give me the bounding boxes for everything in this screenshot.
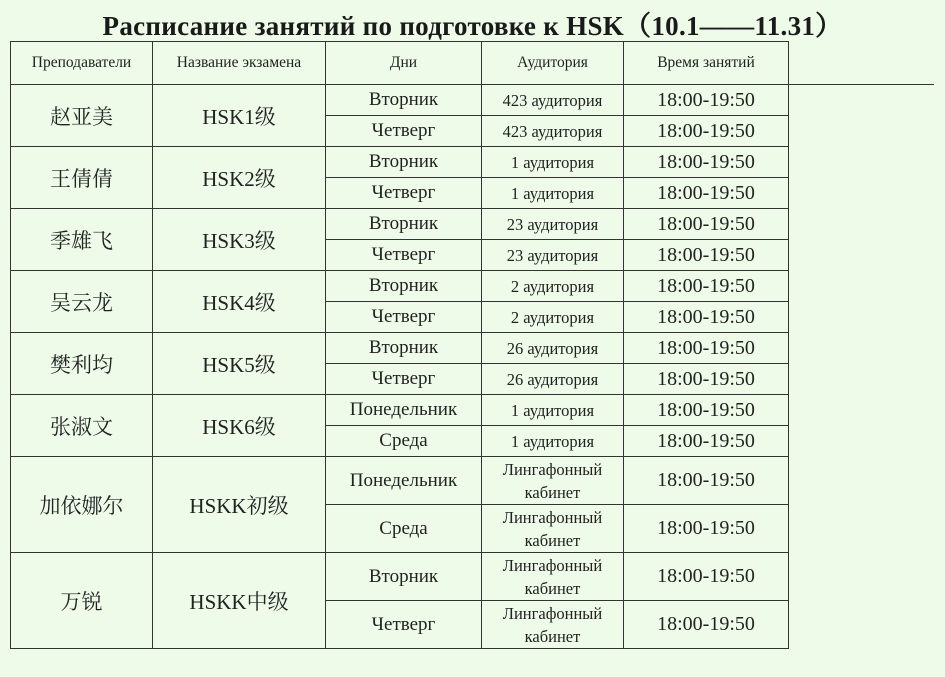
room-cell: 23 аудитория	[482, 240, 624, 271]
day-cell: Среда	[326, 426, 482, 457]
table-row	[11, 271, 934, 302]
day-cell: Понедельник	[326, 457, 482, 505]
empty-cell	[789, 333, 934, 364]
day-cell: Четверг	[326, 601, 482, 649]
empty-cell	[789, 302, 934, 333]
empty-cell	[789, 364, 934, 395]
teacher-cell: 张淑文	[11, 395, 153, 457]
time-cell: 18:00-19:50	[624, 601, 789, 649]
exam-cell: HSK2级	[153, 147, 326, 209]
day-cell: Вторник	[326, 147, 482, 178]
empty-cell	[789, 457, 934, 505]
time-cell: 18:00-19:50	[624, 178, 789, 209]
time-cell: 18:00-19:50	[624, 364, 789, 395]
time-cell: 18:00-19:50	[624, 333, 789, 364]
day-cell: Четверг	[326, 364, 482, 395]
table-row	[11, 553, 934, 601]
schedule-table	[10, 41, 934, 649]
day-cell: Четверг	[326, 178, 482, 209]
header-days: Дни	[326, 42, 482, 85]
room-cell: 423 аудитория	[482, 85, 624, 116]
day-cell: Вторник	[326, 333, 482, 364]
page-title: Расписание занятий по подготовке к HSK（10.1——11.31）	[102, 11, 843, 41]
table-row	[11, 333, 934, 364]
table-row	[11, 457, 934, 505]
teacher-cell: 万锐	[11, 553, 153, 649]
time-cell: 18:00-19:50	[624, 240, 789, 271]
teacher-cell: 吴云龙	[11, 271, 153, 333]
time-cell: 18:00-19:50	[624, 426, 789, 457]
day-cell: Вторник	[326, 271, 482, 302]
room-cell: Лингафонный кабинет	[482, 601, 624, 649]
room-cell: 423 аудитория	[482, 116, 624, 147]
room-cell: 1 аудитория	[482, 395, 624, 426]
empty-cell	[789, 271, 934, 302]
empty-cell	[789, 426, 934, 457]
empty-cell	[789, 601, 934, 649]
room-cell: 26 аудитория	[482, 333, 624, 364]
room-cell: 1 аудитория	[482, 147, 624, 178]
time-cell: 18:00-19:50	[624, 395, 789, 426]
empty-cell	[789, 116, 934, 147]
exam-cell: HSK4级	[153, 271, 326, 333]
time-cell: 18:00-19:50	[624, 505, 789, 553]
table-row	[11, 85, 934, 116]
empty-cell	[789, 209, 934, 240]
room-cell: Лингафонный кабинет	[482, 505, 624, 553]
empty-cell	[789, 553, 934, 601]
day-cell: Четверг	[326, 240, 482, 271]
exam-cell: HSK5级	[153, 333, 326, 395]
exam-cell: HSKK初级	[153, 457, 326, 553]
table-row	[11, 147, 934, 178]
time-cell: 18:00-19:50	[624, 116, 789, 147]
day-cell: Четверг	[326, 116, 482, 147]
empty-cell	[789, 240, 934, 271]
exam-cell: HSK3级	[153, 209, 326, 271]
day-cell: Вторник	[326, 553, 482, 601]
teacher-cell: 樊利均	[11, 333, 153, 395]
exam-cell: HSK6级	[153, 395, 326, 457]
header-empty-cell	[789, 42, 934, 85]
time-cell: 18:00-19:50	[624, 209, 789, 240]
header-row	[11, 42, 934, 85]
day-cell: Вторник	[326, 85, 482, 116]
teacher-cell: 赵亚美	[11, 85, 153, 147]
teacher-cell: 加依娜尔	[11, 457, 153, 553]
table-row	[11, 395, 934, 426]
time-cell: 18:00-19:50	[624, 271, 789, 302]
day-cell: Среда	[326, 505, 482, 553]
exam-cell: HSK1级	[153, 85, 326, 147]
time-cell: 18:00-19:50	[624, 85, 789, 116]
day-cell: Понедельник	[326, 395, 482, 426]
header-teacher: Преподаватели	[11, 42, 153, 85]
empty-cell	[789, 85, 934, 116]
empty-cell	[789, 178, 934, 209]
empty-cell	[789, 505, 934, 553]
header-time: Время занятий	[624, 42, 789, 85]
teacher-cell: 季雄飞	[11, 209, 153, 271]
exam-cell: HSKK中级	[153, 553, 326, 649]
header-room: Аудитория	[482, 42, 624, 85]
room-cell: 1 аудитория	[482, 426, 624, 457]
time-cell: 18:00-19:50	[624, 147, 789, 178]
table-row	[11, 209, 934, 240]
time-cell: 18:00-19:50	[624, 302, 789, 333]
empty-cell	[789, 147, 934, 178]
day-cell: Четверг	[326, 302, 482, 333]
room-cell: Лингафонный кабинет	[482, 457, 624, 505]
time-cell: 18:00-19:50	[624, 553, 789, 601]
time-cell: 18:00-19:50	[624, 457, 789, 505]
room-cell: 26 аудитория	[482, 364, 624, 395]
empty-cell	[789, 395, 934, 426]
teacher-cell: 王倩倩	[11, 147, 153, 209]
day-cell: Вторник	[326, 209, 482, 240]
room-cell: Лингафонный кабинет	[482, 553, 624, 601]
room-cell: 23 аудитория	[482, 209, 624, 240]
room-cell: 2 аудитория	[482, 271, 624, 302]
room-cell: 1 аудитория	[482, 178, 624, 209]
header-exam: Название экзамена	[153, 42, 326, 85]
room-cell: 2 аудитория	[482, 302, 624, 333]
